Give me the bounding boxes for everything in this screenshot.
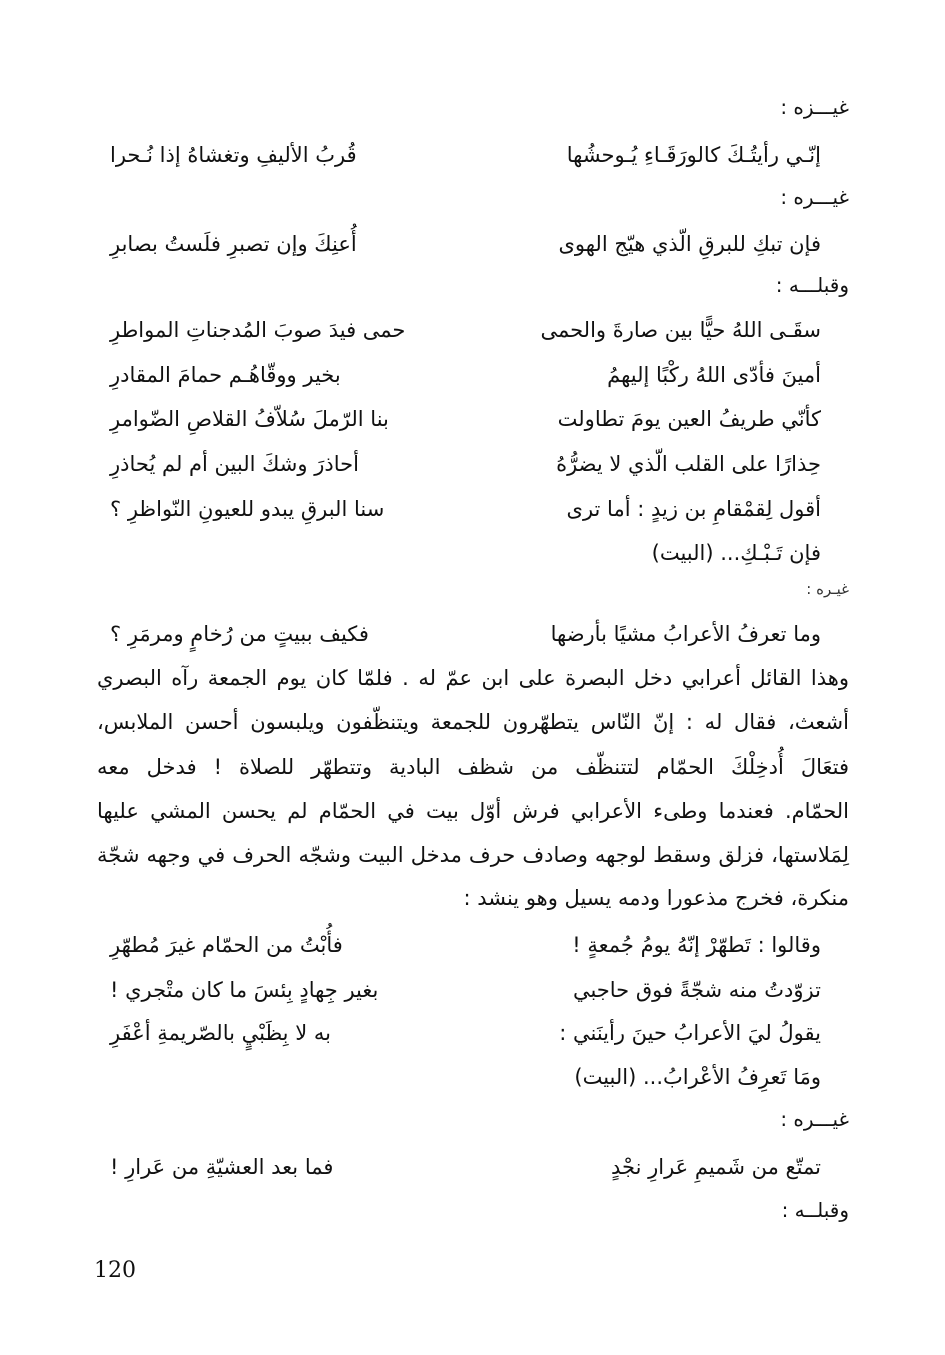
verse-10-first-hemistich: وقالوا : تَطهّرْ إنّهُ يومُ جُمعةٍ ! <box>572 933 821 957</box>
heading-qablahu-1: وقبلـــه : <box>775 273 849 297</box>
verse-9-first-hemistich: وما تعرفُ الأعرابُ مشيًا بأرضها <box>550 622 821 646</box>
verse-11-first-hemistich: تزوّدتُ منه شجّةً فوق حاجبي <box>572 978 821 1002</box>
prose-line-5: لِمَلاستها، فزلق وسقط لوجهه وصادف حرف مدخل البيت وشجّه الحرف في وجهه شجّة <box>97 843 849 867</box>
heading-ghayruhu-small: غيـره : <box>806 580 849 598</box>
verse-1-first-hemistich: إنّـي رأيتُـكَ كالورَقَـاءِ يُـوحشُها <box>566 143 821 167</box>
heading-qablahu-2: وقبلــه : <box>781 1198 849 1222</box>
verse-13-first-hemistich: ومَا تَعرِفُ الأعْرابُ... (البيت) <box>574 1065 821 1089</box>
verse-3-first-hemistich: سقَـى اللهُ حيًّا بين صارةَ والحمى <box>540 318 821 342</box>
heading-ghayruhu-1: غيـــزه : <box>780 95 849 119</box>
verse-4-second-hemistich: بخير ووقّاهُـم حمامَ المقادرِ <box>110 363 341 387</box>
heading-ghayruhu-2: غيـــره : <box>780 185 849 209</box>
verse-7-second-hemistich: سنا البرقِ يبدو للعيونِ النّواظرِ ؟ <box>110 497 385 521</box>
verse-6-second-hemistich: أحاذرَ وشكَ البين أم لم يُحاذرِ <box>110 452 359 476</box>
verse-2-second-hemistich: أُعنِكَ وإن تصبرِ فلَستُ بصابرِ <box>110 232 357 256</box>
verse-5-first-hemistich: كأنّي طريفُ العين يومَ تطاولت <box>557 407 821 431</box>
verse-9-second-hemistich: فكيف ببيتٍ من رُخامٍ ومرمَرِ ؟ <box>110 622 369 646</box>
verse-3-second-hemistich: حمى فيدَ صوبَ المُدجناتِ المواطرِ <box>110 318 406 342</box>
prose-line-4: الحمّام. فعندما وطىء الأعرابي فرش أوّل بيت في الحمّام لم يحسن المشي عليها <box>97 799 849 823</box>
verse-12-second-hemistich: به لا بِظَبْيٍ بالصّريمةِ أعْفَرِ <box>110 1021 331 1045</box>
verse-5-second-hemistich: بنا الرّملَ سُلاّفُ القلاصِ الضّوامرِ <box>110 407 389 431</box>
verse-8-first-hemistich: فإن تَـبْـكِ... (البيت) <box>651 541 821 565</box>
page-number: 120 <box>94 1258 136 1283</box>
verse-12-first-hemistich: يقولُ ليَ الأعرابُ حينَ رأينَني : <box>559 1021 821 1045</box>
verse-4-first-hemistich: أمينَ فأدّى اللهُ ركْبًا إليهمُ <box>607 363 821 387</box>
verse-14-first-hemistich: تمتّع من شَميمِ عَرارِ نجْدٍ <box>611 1155 821 1179</box>
verse-7-first-hemistich: أقول لِقمْقامِ بن زيدٍ : أما ترى <box>566 497 821 521</box>
prose-line-1: وهذا القائل أعرابي دخل البصرة على ابن عمّ له . فلمّا كان يوم الجمعة رآه البصري <box>97 666 849 690</box>
verse-1-second-hemistich: قُربُ الأليفِ وتغشاهُ إذا نُـحرا <box>110 143 357 167</box>
prose-line-2: أشعث، فقال له : إنّ النّاس يتطهّرون للجمعة ويتنظّفون ويلبسون أحسن الملابس، <box>97 710 849 734</box>
heading-ghayruhu-3: غيـــره : <box>780 1107 849 1131</box>
verse-11-second-hemistich: بغير جِهادٍ بِئسَ ما كان متْجري ! <box>110 978 379 1002</box>
verse-2-first-hemistich: فإن تبكِ للبرقِ الّذي هيّج الهوى <box>558 232 821 256</box>
verse-10-second-hemistich: فأُبْتُ من الحمّام غيرَ مُطهّرِ <box>110 933 343 957</box>
prose-line-3: فتعَالَ أُدخِلْكَ الحمّام لتتنظّف من شظف البادية وتتطهّر للصلاة ! فدخل معه <box>97 755 849 779</box>
verse-14-second-hemistich: فما بعد العشيّةِ من عَرارِ ! <box>110 1155 334 1179</box>
verse-6-first-hemistich: حِذارًا على القلب الّذي لا يضرُّهُ <box>556 452 821 476</box>
prose-line-6: منكرة، فخرج مذعورا ودمه يسيل وهو ينشد : <box>463 886 849 910</box>
